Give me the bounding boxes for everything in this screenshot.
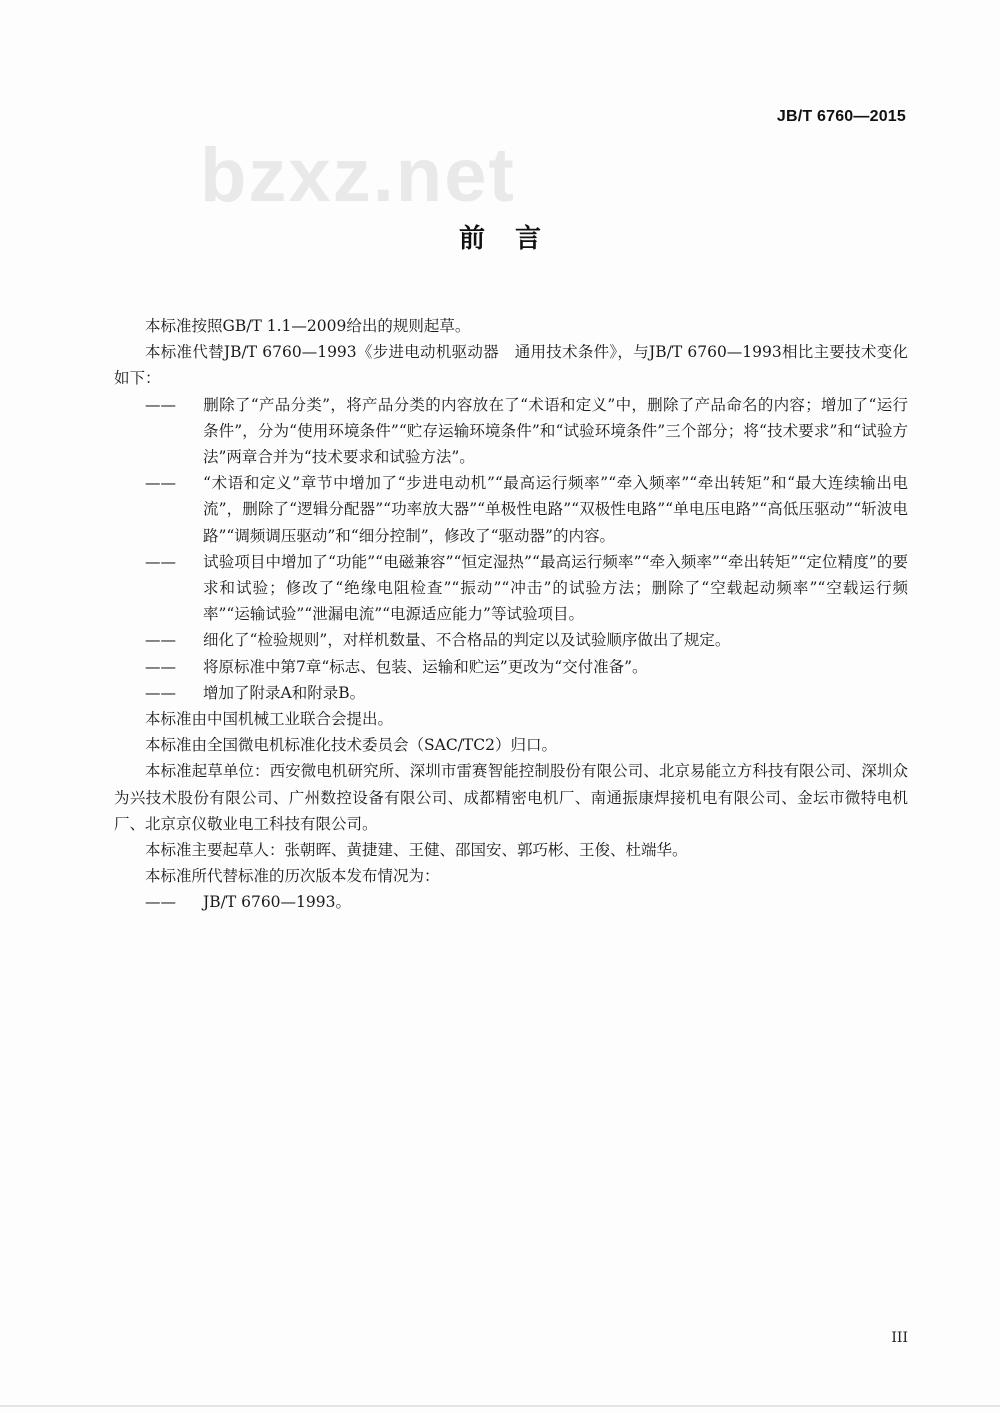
dash-mark: —— — [145, 631, 176, 650]
change-item-text: 删除了“产品分类”，将产品分类的内容放在了“术语和定义”中，删除了产品命名的内容；增加了“运行条件”，分为“使用环境条件”“贮存运输环境条件”和“试验环境条件”三个部分；将“技术要求”和“试验方法”两章合并为“技术要求和试验方法”。 — [203, 395, 908, 467]
page-title: 前言 — [458, 224, 571, 254]
dash-mark: —— — [145, 552, 176, 571]
change-item — [145, 549, 908, 628]
change-item-text: “术语和定义”章节中增加了“步进电动机”“最高运行频率”“牵入频率”“牵出转矩”和“最大连续输出电流”，删除了“逻辑分配器”“功率放大器”“单极性电路”“双极性电路”“单电压电路”“高低压驱动”“斩波电路”“调频调压驱动”和“细分控制”，修改了“驱动器”的内容。 — [203, 474, 908, 545]
standard-number: JB/T 6760—2015 — [776, 108, 906, 125]
paragraph-drafters: 本标准主要起草人：张朝晖、黄捷建、王健、邵国安、郭巧彬、王俊、杜端华。 — [145, 841, 688, 860]
paragraph-proposer: 本标准由中国机械工业联合会提出。 — [145, 710, 394, 729]
dash-mark: —— — [145, 657, 176, 676]
paragraph-replacement: 本标准代替JB/T 6760—1993《步进电动机驱动器 通用技术条件》，与JB/T 6760—1993相比主要技术变化如下： — [114, 343, 908, 388]
change-item-text: 试验项目中增加了“功能”“电磁兼容”“恒定湿热”“最高运行频率”“牵入频率”“牵出转矩”“定位精度”的要求和试验；修改了“绝缘电阻检查”“振动”“冲击”的试验方法；删除了“空载起动频率”“空载运行频率”“运输试验”“泄漏电流”“电源适应能力”等试验项目。 — [203, 552, 908, 624]
dash-mark: —— — [145, 893, 176, 912]
change-item — [145, 654, 908, 680]
change-item-text: 将原标准中第7章“标志、包装、运输和贮运”更改为“交付准备”。 — [203, 657, 648, 676]
change-item — [145, 392, 908, 471]
change-item — [145, 470, 908, 549]
change-item — [145, 680, 908, 706]
paragraph-history-intro: 本标准所代替标准的历次版本发布情况为： — [145, 867, 440, 886]
page-number: III — [891, 1330, 908, 1346]
history-item — [145, 889, 908, 915]
dash-mark: —— — [145, 683, 176, 702]
paragraph-committee: 本标准由全国微电机标准化技术委员会（SAC/TC2）归口。 — [145, 736, 557, 755]
bottom-edge — [0, 1405, 1000, 1407]
watermark: bzxz.net — [200, 133, 516, 218]
dash-mark: —— — [145, 395, 176, 414]
document-body — [114, 313, 908, 916]
dash-mark: —— — [145, 474, 176, 493]
paragraph-drafting-units: 本标准起草单位：西安微电机研究所、深圳市雷赛智能控制股份有限公司、北京易能立方科技有限公司、深圳众为兴技术股份有限公司、广州数控设备有限公司、成都精密电机厂、南通振康焊接机电有限公司、金坛市微特电机厂、北京京仪敬业电工科技有限公司。 — [114, 762, 908, 833]
change-item-text: 细化了“检验规则”，对样机数量、不合格品的判定以及试验顺序做出了规定。 — [203, 631, 731, 650]
change-item-text: 增加了附录A和附录B。 — [203, 683, 366, 702]
paragraph-drafting-rules: 本标准按照GB/T 1.1—2009给出的规则起草。 — [145, 317, 471, 335]
history-item-text: JB/T 6760—1993。 — [203, 893, 351, 912]
change-item — [145, 627, 908, 653]
